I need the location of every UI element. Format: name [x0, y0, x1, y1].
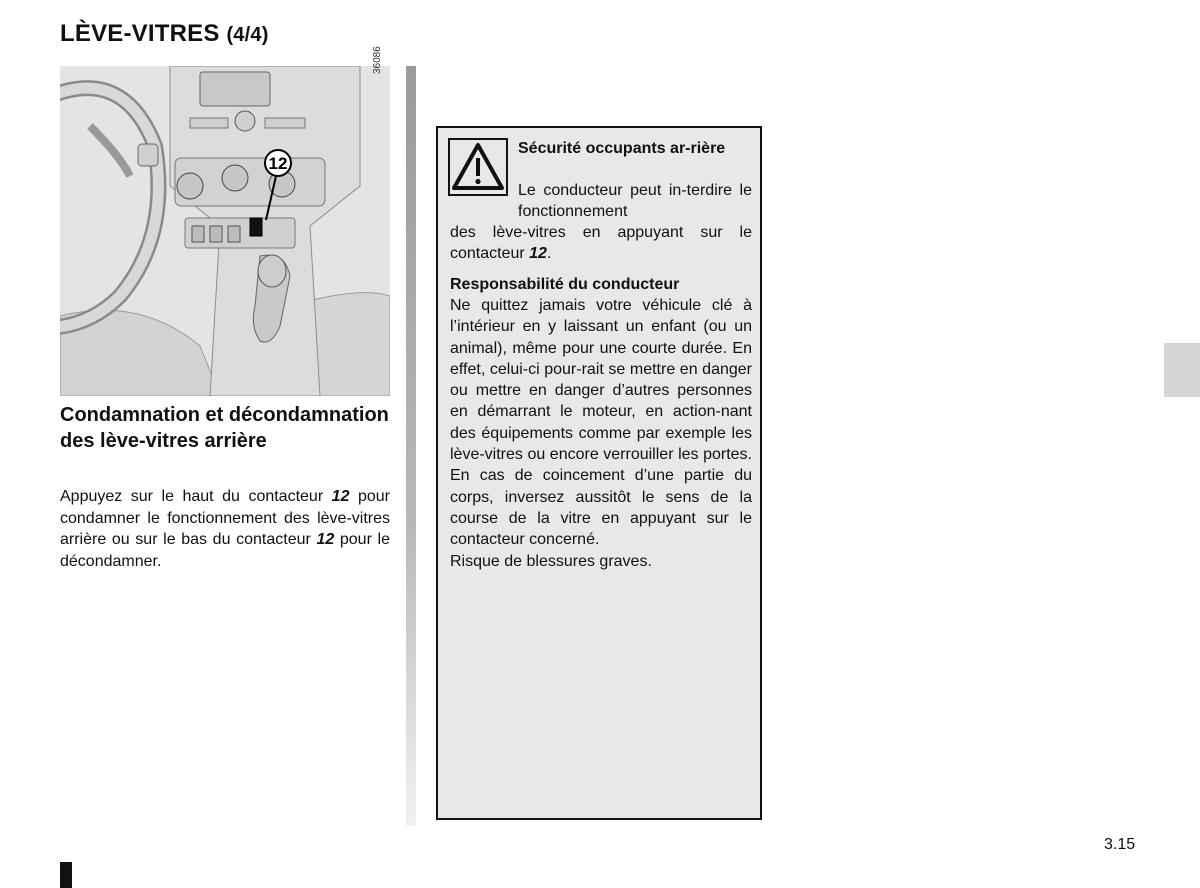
page-title [60, 20, 269, 48]
figure-reference: 36086 [372, 46, 383, 74]
section-heading: Condamnation et décondamnation des lève-vitres arrière [60, 404, 389, 452]
callout-number: 12 [268, 154, 288, 173]
warning-box [436, 126, 762, 820]
warning-body: Ne quittez jamais votre véhicule clé à l’intérieur en y laissant un enfant (ou un animal), même pour une courte durée. En effet, celui-ci pour-rait se mettre en danger ou mettre en danger d’autres personnes en démarrant le moteur, en action-nant des équipements comme par exemple les lève-vitres ou encore verrouiller les portes. En cas de coincement d’une partie du corps, inversez aussitôt le sens de la course de la vitre en appuyant sur le contacteur concerné. Risque de blessures graves. [450, 295, 752, 572]
warning-heading: Sécurité occupants ar-rière [518, 140, 726, 157]
warning-triangle-icon [448, 138, 508, 196]
warning-final: Risque de blessures graves. [450, 552, 652, 570]
column-divider [406, 66, 416, 826]
dashboard-illustration [60, 66, 390, 396]
title-text: LÈVE-VITRES [60, 20, 220, 47]
warning-subheading: Responsabilité du conducteur [450, 276, 680, 293]
page-number: 3.15 [1104, 836, 1136, 853]
warning-text: des lève-vitres en appuyant sur le contacteur 12. [450, 224, 752, 262]
chapter-tab [1164, 343, 1200, 397]
title-part-indicator: (4/4) [226, 24, 269, 46]
corner-mark [60, 862, 72, 888]
dashboard-drawing [60, 66, 390, 396]
section-body: Appuyez sur le haut du contacteur 12 pour condamner le fonctionnement des lève-vitres arrière ou sur le bas du contacteur 12 pour le décondamner. [60, 488, 391, 570]
warning-text-line: Le conducteur peut in-terdire le fonctionnement [518, 182, 752, 220]
